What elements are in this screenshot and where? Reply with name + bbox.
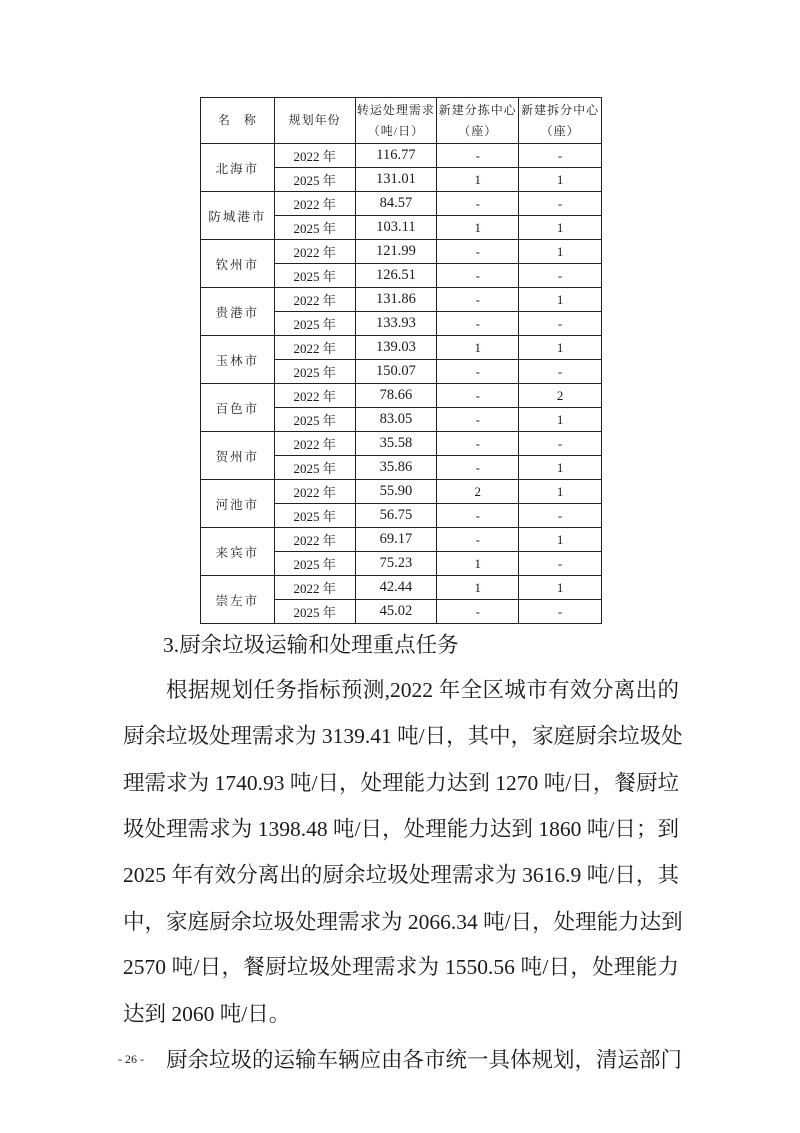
transfer-demand: 131.86: [355, 288, 437, 312]
plan-year: 2022 年: [274, 384, 355, 408]
new-sorting-centers: -: [437, 432, 519, 456]
plan-year: 2022 年: [274, 336, 355, 360]
transfer-demand: 55.90: [355, 480, 437, 504]
header-year: [274, 98, 355, 144]
transfer-demand: 75.23: [355, 552, 437, 576]
new-dismantling-centers: 1: [519, 456, 602, 480]
plan-year: 2022 年: [274, 288, 355, 312]
new-sorting-centers: 1: [437, 552, 519, 576]
transfer-demand: 131.01: [355, 168, 437, 192]
plan-year: 2025 年: [274, 216, 355, 240]
new-dismantling-centers: 1: [519, 216, 602, 240]
plan-year: 2025 年: [274, 600, 355, 624]
new-sorting-centers: -: [437, 264, 519, 288]
new-sorting-centers: -: [437, 144, 519, 168]
new-dismantling-centers: 1: [519, 288, 602, 312]
new-sorting-centers: -: [437, 384, 519, 408]
plan-year: 2022 年: [274, 576, 355, 600]
plan-year: 2025 年: [274, 504, 355, 528]
header-text: 规划年份: [288, 113, 341, 127]
city-name: 来宾市: [201, 528, 275, 576]
table-row: [201, 480, 602, 504]
transfer-demand: 116.77: [355, 144, 437, 168]
transfer-demand: 42.44: [355, 576, 437, 600]
new-dismantling-centers: -: [519, 264, 602, 288]
table-row: [201, 240, 602, 264]
transfer-demand: 84.57: [355, 192, 437, 216]
table-row: [201, 192, 602, 216]
plan-year: 2025 年: [274, 456, 355, 480]
paragraph-line: 厨余垃圾处理需求为 3139.41 吨/日，其中，家庭厨余垃圾处: [123, 724, 683, 748]
city-name: 钦州市: [201, 240, 275, 288]
header-unit: （座）: [540, 123, 580, 138]
paragraph-line: 2025 年有效分离出的厨余垃圾处理需求为 3616.9 吨/日，其: [123, 863, 679, 887]
transfer-demand: 150.07: [355, 360, 437, 384]
new-sorting-centers: -: [437, 360, 519, 384]
plan-year: 2025 年: [274, 360, 355, 384]
table-row: [201, 144, 602, 168]
transfer-demand: 121.99: [355, 240, 437, 264]
plan-year: 2025 年: [274, 552, 355, 576]
transfer-demand: 126.51: [355, 264, 437, 288]
city-name: 玉林市: [201, 336, 275, 384]
new-sorting-centers: 1: [437, 168, 519, 192]
paragraph-line: 理需求为 1740.93 吨/日，处理能力达到 1270 吨/日，餐厨垃: [123, 771, 679, 795]
plan-year: 2025 年: [274, 168, 355, 192]
city-name: 百色市: [201, 384, 275, 432]
paragraph-line: 达到 2060 吨/日。: [123, 1002, 291, 1026]
plan-year: 2022 年: [274, 144, 355, 168]
new-dismantling-centers: -: [519, 144, 602, 168]
new-sorting-centers: -: [437, 408, 519, 432]
section-heading: 3.厨余垃圾运输和处理重点任务: [163, 633, 459, 657]
new-dismantling-centers: 1: [519, 240, 602, 264]
new-dismantling-centers: 1: [519, 528, 602, 552]
new-sorting-centers: -: [437, 456, 519, 480]
new-sorting-centers: -: [437, 504, 519, 528]
new-sorting-centers: 1: [437, 576, 519, 600]
transfer-demand: 56.75: [355, 504, 437, 528]
plan-year: 2022 年: [274, 192, 355, 216]
header-text: 新建分拣中心: [438, 102, 517, 117]
new-sorting-centers: -: [437, 600, 519, 624]
new-dismantling-centers: 1: [519, 408, 602, 432]
table-row: [201, 432, 602, 456]
new-sorting-centers: 1: [437, 216, 519, 240]
header-unit: （吨/日）: [367, 123, 425, 138]
table-row: [201, 336, 602, 360]
paragraph-line: 厨余垃圾的运输车辆应由各市统一具体规划，清运部门: [166, 1048, 683, 1072]
transfer-demand: 78.66: [355, 384, 437, 408]
header-text: 名 称: [217, 113, 257, 127]
new-dismantling-centers: -: [519, 360, 602, 384]
transfer-demand: 35.58: [355, 432, 437, 456]
plan-year: 2022 年: [274, 240, 355, 264]
plan-year: 2022 年: [274, 528, 355, 552]
new-dismantling-centers: 2: [519, 384, 602, 408]
header-text: 新建拆分中心: [521, 102, 600, 117]
new-sorting-centers: -: [437, 528, 519, 552]
transfer-demand: 103.11: [355, 216, 437, 240]
table-row: [201, 288, 602, 312]
header-text: 转运处理需求: [356, 102, 435, 117]
paragraph-line: 中，家庭厨余垃圾处理需求为 2066.34 吨/日，处理能力达到: [123, 910, 683, 934]
transfer-demand: 45.02: [355, 600, 437, 624]
new-sorting-centers: -: [437, 288, 519, 312]
city-transfer-table: [200, 97, 602, 624]
transfer-demand: 35.86: [355, 456, 437, 480]
new-dismantling-centers: 1: [519, 168, 602, 192]
new-dismantling-centers: 1: [519, 480, 602, 504]
paragraph-line: 2570 吨/日，餐厨垃圾处理需求为 1550.56 吨/日，处理能力: [123, 955, 679, 979]
header-demand: [355, 98, 437, 144]
transfer-demand: 139.03: [355, 336, 437, 360]
city-name: 防城港市: [201, 192, 275, 240]
new-sorting-centers: -: [437, 240, 519, 264]
new-sorting-centers: -: [437, 192, 519, 216]
transfer-demand: 83.05: [355, 408, 437, 432]
header-sorting-centers: [437, 98, 519, 144]
page-number: - 26 -: [118, 1052, 144, 1066]
table-header-row: [201, 98, 602, 144]
new-dismantling-centers: -: [519, 552, 602, 576]
table-row: [201, 528, 602, 552]
new-sorting-centers: -: [437, 312, 519, 336]
plan-year: 2022 年: [274, 432, 355, 456]
new-dismantling-centers: 1: [519, 576, 602, 600]
header-dismantling-centers: [519, 98, 602, 144]
table-row: [201, 576, 602, 600]
city-name: 崇左市: [201, 576, 275, 624]
transfer-demand: 133.93: [355, 312, 437, 336]
plan-year: 2025 年: [274, 264, 355, 288]
new-dismantling-centers: -: [519, 432, 602, 456]
city-name: 贵港市: [201, 288, 275, 336]
new-dismantling-centers: -: [519, 504, 602, 528]
header-name: [201, 98, 275, 144]
header-unit: （座）: [458, 123, 498, 138]
new-dismantling-centers: -: [519, 600, 602, 624]
city-name: 贺州市: [201, 432, 275, 480]
new-dismantling-centers: -: [519, 312, 602, 336]
paragraph-line: 根据规划任务指标预测,2022 年全区城市有效分离出的: [166, 678, 679, 702]
plan-year: 2022 年: [274, 480, 355, 504]
transfer-demand: 69.17: [355, 528, 437, 552]
paragraph-line: 圾处理需求为 1398.48 吨/日，处理能力达到 1860 吨/日；到: [123, 817, 679, 841]
new-sorting-centers: 2: [437, 480, 519, 504]
plan-year: 2025 年: [274, 312, 355, 336]
city-name: 北海市: [201, 144, 275, 192]
table-row: [201, 384, 602, 408]
new-dismantling-centers: -: [519, 192, 602, 216]
new-sorting-centers: 1: [437, 336, 519, 360]
new-dismantling-centers: 1: [519, 336, 602, 360]
plan-year: 2025 年: [274, 408, 355, 432]
city-name: 河池市: [201, 480, 275, 528]
